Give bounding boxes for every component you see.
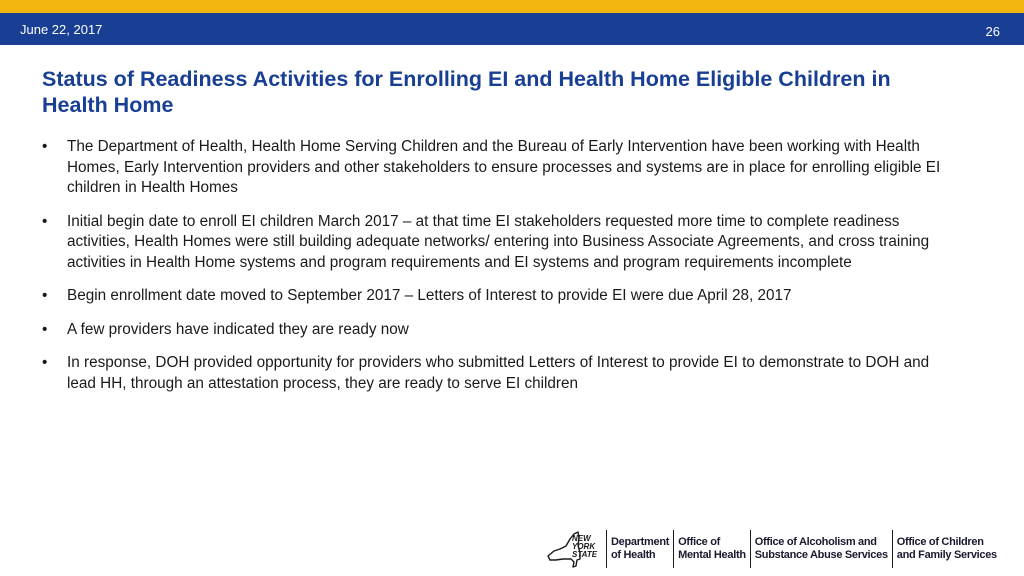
logo-divider xyxy=(606,530,607,568)
bullet-marker: • xyxy=(42,287,48,304)
agency-oasas xyxy=(755,536,888,562)
slide-title: Status of Readiness Activities for Enrolling EI and Health Home Eligible Children in Health Home xyxy=(42,67,891,117)
bullet-item xyxy=(42,320,942,341)
agency-logo-strip xyxy=(544,528,1014,570)
slide-header-bar xyxy=(0,13,1024,45)
bullet-marker: • xyxy=(42,354,48,371)
bullet-text: A few providers have indicated they are ready now xyxy=(67,320,409,338)
logo-divider xyxy=(673,530,674,568)
bullet-list xyxy=(42,137,942,407)
bullet-item xyxy=(42,286,942,307)
slide-date: June 22, 2017 xyxy=(20,22,103,37)
agency-line: of Health xyxy=(611,549,656,561)
bullet-text: The Department of Health, Health Home Serving Children and the Bureau of Early Intervention have been working with Health Homes, Early Intervention providers and other stakeholders to ensure processes and systems are in place for enrolling eligible EI children in Health Homes xyxy=(67,138,941,196)
agency-office-of-mental-health xyxy=(678,536,746,562)
agency-ocfs xyxy=(897,536,997,562)
bullet-item xyxy=(42,212,942,274)
logo-divider xyxy=(892,530,893,568)
bullet-text: In response, DOH provided opportunity for providers who submitted Letters of Interest to provide EI to demonstrate to DOH and lead HH, through an attestation process, they are ready to serve EI children xyxy=(67,354,930,392)
bullet-marker: • xyxy=(42,138,48,155)
bullet-item xyxy=(42,353,942,394)
bullet-item xyxy=(42,137,942,199)
agency-line: Office of Children xyxy=(896,536,984,548)
top-accent-stripe xyxy=(0,0,1024,13)
agency-line: Department xyxy=(611,536,670,548)
bullet-text: Initial begin date to enroll EI children March 2017 – at that time EI stakeholders requested more time to complete readiness activities, Health Homes were still building adequate networks/ entering into Business Associate Agreements, and cross training activities in Health Home systems and program requirements and EI systems and program requirements incomplete xyxy=(67,212,930,271)
nys-logo xyxy=(544,528,602,570)
page-number: 26 xyxy=(985,24,1000,39)
agency-line: Office of Alcoholism and xyxy=(754,536,877,548)
agency-line: Substance Abuse Services xyxy=(754,549,888,561)
agency-line: Office of xyxy=(678,536,721,548)
bullet-marker: • xyxy=(42,212,48,230)
bullet-text: Begin enrollment date moved to September 2017 – Letters of Interest to provide EI were due April 28, 2017 xyxy=(67,287,792,304)
logo-divider xyxy=(750,530,751,568)
agency-line: and Family Services xyxy=(896,549,997,561)
bullet-marker: • xyxy=(42,320,48,338)
agency-department-of-health xyxy=(611,536,669,562)
nys-wordmark: NEW YORK STATE xyxy=(572,534,598,559)
agency-line: Mental Health xyxy=(678,549,746,561)
